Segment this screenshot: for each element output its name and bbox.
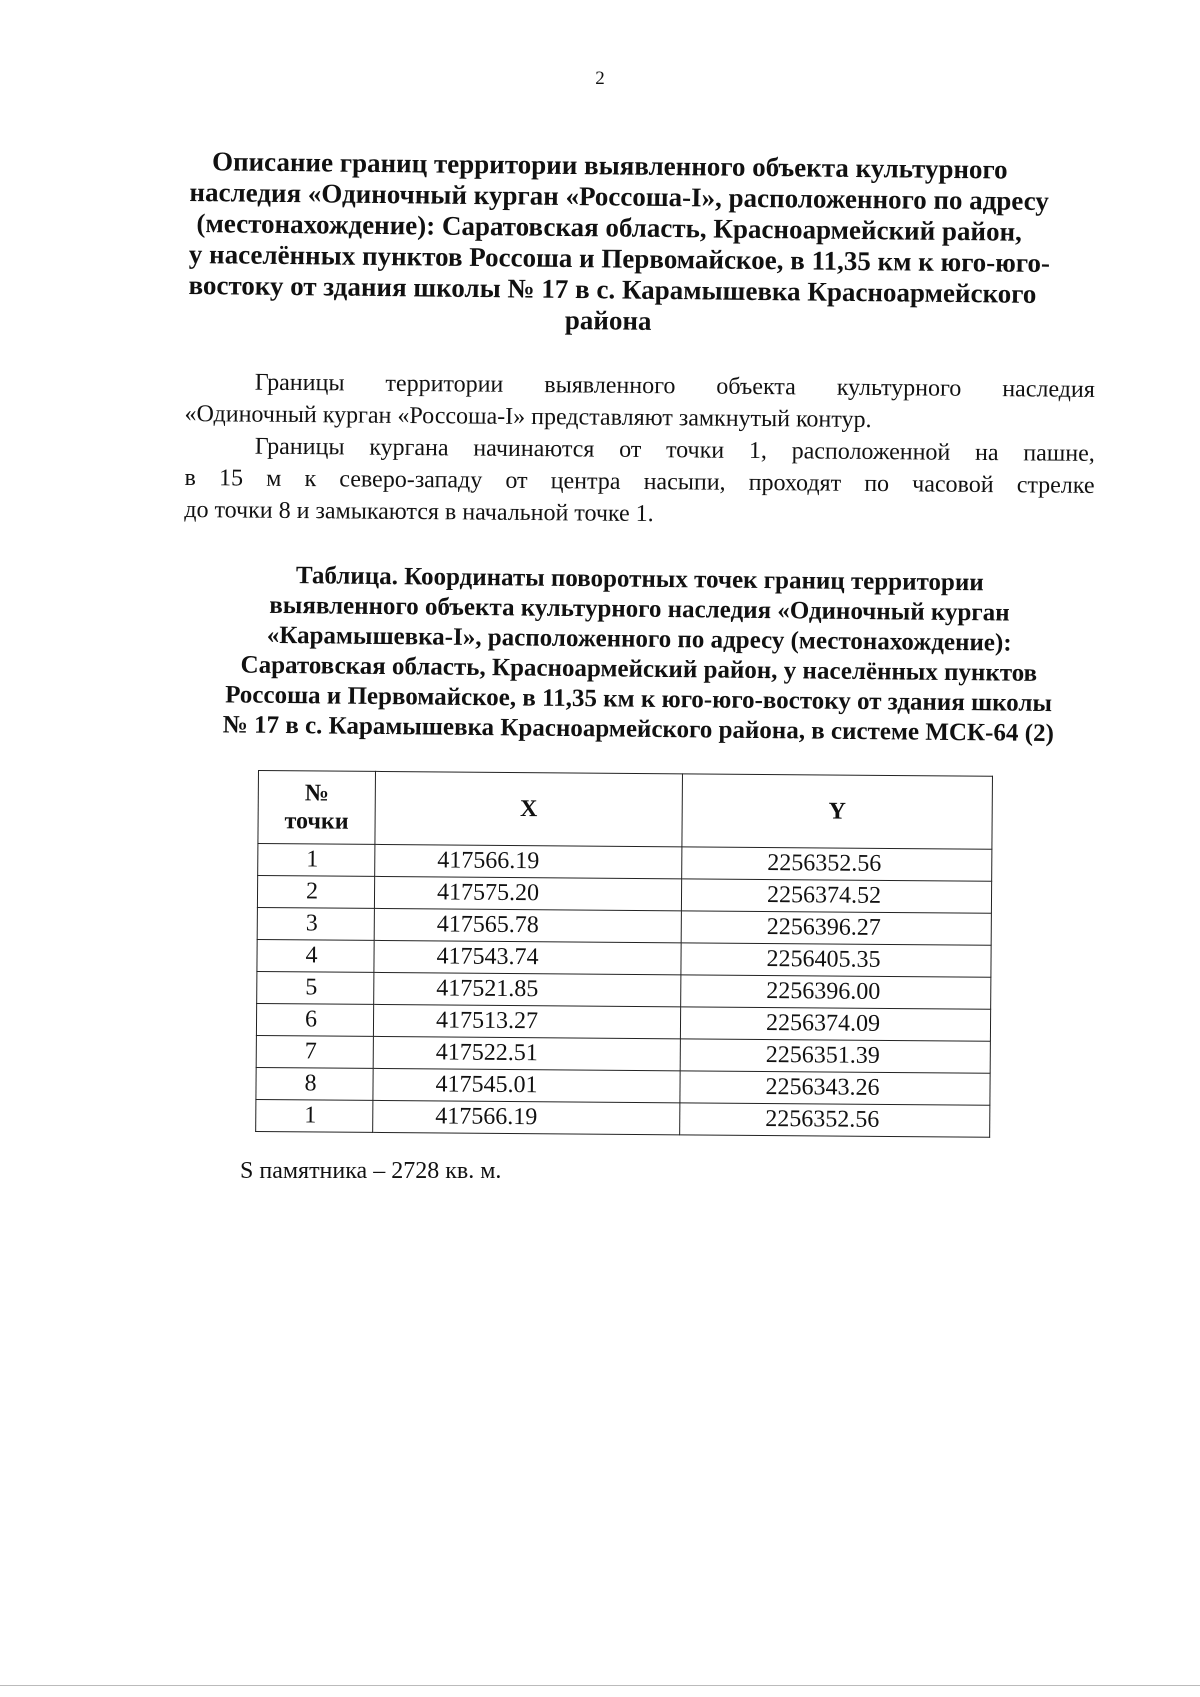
- boundary-route-paragraph: [184, 430, 1095, 534]
- cell-point-number: 6: [256, 1003, 373, 1036]
- cell-point-number: 8: [256, 1067, 373, 1100]
- cell-x: 417521.85: [374, 972, 681, 1006]
- table-row: [256, 1099, 990, 1137]
- cell-point-number: 2: [257, 876, 374, 909]
- cell-x: 417543.74: [374, 940, 681, 974]
- caption-line: Саратовская область, Красноармейский район, у населённых пунктов: [240, 651, 1038, 687]
- table-header-row: [258, 771, 993, 850]
- caption-line: выявленного объекта культурного наследия «Одиночный курган: [269, 591, 1010, 627]
- cell-point-number: 3: [257, 907, 374, 940]
- cell-y: 2256405.35: [681, 943, 991, 977]
- cell-point-number: 4: [257, 939, 374, 972]
- paragraph-line: Границы территории выявленного объекта культурного наследия: [254, 369, 1095, 403]
- cell-x: 417513.27: [373, 1004, 680, 1038]
- header-point-number-line: точки: [284, 808, 349, 835]
- paragraph-line: в 15 м к северо-западу от центра насыпи, проходят по часовой стрелке: [184, 464, 1095, 499]
- cell-y: 2256374.09: [680, 1007, 990, 1041]
- caption-line: «Карамышевка-I», расположенного по адресу (местонахождение):: [266, 621, 1012, 657]
- coordinates-table: [255, 770, 993, 1138]
- document-title: [188, 146, 1051, 341]
- title-line: Описание границ территории выявленного объекта культурного: [211, 146, 1008, 185]
- header-point-number: [258, 771, 376, 845]
- cell-x: 417566.19: [375, 844, 682, 878]
- header-y: Y: [682, 774, 993, 849]
- cell-y: 2256352.56: [680, 1103, 990, 1137]
- cell-y: 2256374.52: [681, 879, 991, 913]
- cell-x: 417575.20: [374, 876, 681, 910]
- cell-x: 417565.78: [374, 908, 681, 942]
- page-number: 2: [595, 68, 605, 89]
- paragraph-line: до точки 8 и замыкаются в начальной точке 1.: [184, 496, 654, 528]
- title-line: (местонахождение): Саратовская область, Красноармейский район,: [196, 208, 1023, 247]
- monument-area: S памятника – 2728 кв. м.: [240, 1158, 502, 1184]
- header-point-number-line: №: [304, 780, 329, 807]
- title-line: у населённых пунктов Россоша и Первомайское, в 11,35 км к юго-юго-: [188, 238, 1051, 279]
- scan-edge-line: [0, 1685, 1200, 1686]
- cell-y: 2256352.56: [682, 847, 992, 881]
- cell-x: 417522.51: [373, 1036, 680, 1070]
- caption-line: № 17 в с. Карамышевка Красноармейского района, в системе МСК-64 (2): [222, 711, 1054, 748]
- cell-point-number: 5: [257, 971, 374, 1004]
- cell-point-number: 1: [258, 844, 375, 877]
- coordinates-table-container: [255, 770, 993, 1138]
- caption-line: Россоша и Первомайское, в 11,35 км к юго-юго-востоку от здания школы: [225, 681, 1053, 718]
- table-body: [256, 844, 992, 1138]
- cell-y: 2256343.26: [680, 1071, 990, 1105]
- cell-y: 2256396.00: [681, 975, 991, 1009]
- cell-x: 417566.19: [373, 1100, 680, 1134]
- boundary-description-paragraph: [184, 366, 1095, 438]
- title-line: района: [564, 304, 652, 336]
- header-x: X: [375, 771, 683, 846]
- table-caption: [188, 560, 1090, 749]
- title-line: наследия «Одиночный курган «Россоша-I», расположенного по адресу: [189, 176, 1050, 216]
- cell-y: 2256351.39: [680, 1039, 990, 1073]
- cell-point-number: 7: [256, 1035, 373, 1068]
- cell-x: 417545.01: [373, 1068, 680, 1102]
- title-line: востоку от здания школы № 17 в с. Карамышевка Красноармейского: [188, 269, 1037, 309]
- cell-point-number: 1: [256, 1099, 373, 1132]
- cell-y: 2256396.27: [681, 911, 991, 945]
- caption-line: Таблица. Координаты поворотных точек границ территории: [295, 562, 984, 597]
- paragraph-line: «Одиночный курган «Россоша-I» представляют замкнутый контур.: [184, 400, 872, 433]
- paragraph-line: Границы кургана начинаются от точки 1, расположенной на пашне,: [254, 433, 1095, 467]
